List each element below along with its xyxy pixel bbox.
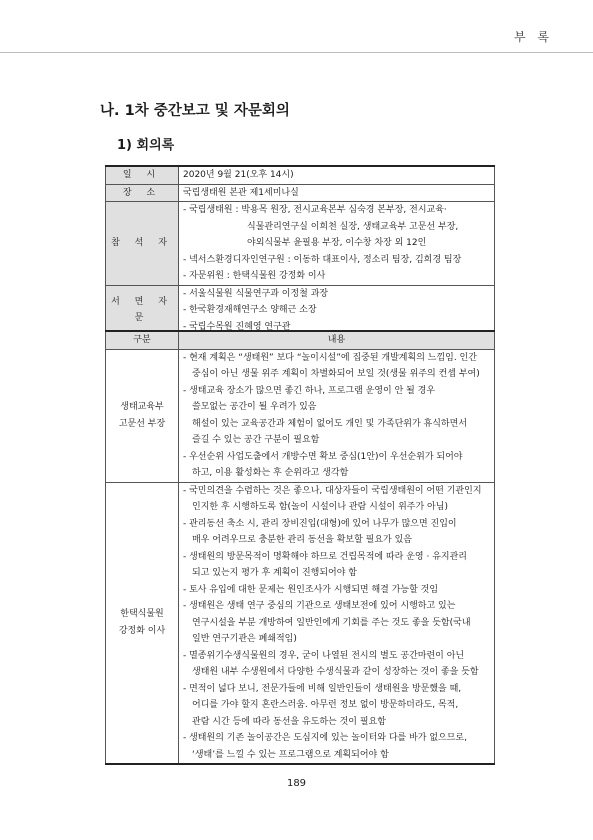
section-title: 나. 1차 중간보고 및 자문회의 [100,103,290,119]
comment-line: 생태원 내부 수생원에서 다양한 수생식물과 같이 성장하는 것이 좋을 듯함 [192,667,479,677]
division-header: 구분 [106,331,179,349]
attendee-line: - 자문위원 : 한택식물원 강정화 이사 [183,271,326,281]
attendees-label: 참 석 자 [106,202,179,286]
advisor-name [106,349,179,482]
comment-line: 하고, 이용 활성화는 후 순위라고 생각함 [192,468,349,478]
running-head: 부 록 [514,30,553,44]
comment-line: 해설이 있는 교육공간과 체험이 없어도 개인 및 가족단위가 휴식하면서 [192,418,468,429]
comment-line: 일반 연구기관은 폐쇄적임) [192,634,297,644]
header-divider [0,52,593,53]
attendee-line: 야외식물부 윤필용 부장, 이수창 차장 외 12인 [247,238,427,248]
comment-line: 쓸모없는 공간이 될 우려가 있음 [192,402,317,412]
comment-line: 연구시설을 부분 개방하여 일반인에게 기회를 주는 것도 좋을 듯함(국내 [192,617,471,628]
date-label: 일 시 [106,166,179,184]
comment-line: - 생태원의 기존 놀이공간은 도심지에 있는 놀이터와 다를 바가 없으므로, [183,733,467,743]
table-row [106,349,495,482]
comment-line: - 국민의견을 수렴하는 것은 좋으나, 대상자들이 국립생태원이 어떤 기관인지 [183,485,482,496]
comment-line: 어디를 가야 할지 혼란스러움. 아무런 정보 없이 방문하더라도, 목적, [192,700,459,710]
comment-line: - 우선순위 사업도출에서 개방수면 확보 중심(1안)이 우선순위가 되어야 [183,451,463,462]
comment-line: ‘생태’를 느낄 수 있는 프로그램으로 계획되어야 함 [192,749,389,760]
page-number: 189 [286,778,307,789]
written-consult-label: 서 면 자 문 [106,285,179,336]
comment-line: - 생태원은 생태 연구 중심의 기관으로 생태보전에 있어 시행하고 있는 [183,601,456,611]
attendee-line: 식물관리연구실 이희천 실장, 생태교육부 고문선 부장, [247,221,459,232]
attendees-row [106,202,495,286]
comment-line: 즐길 수 있는 공간 구분이 필요함 [192,435,320,445]
comment-line: - 면적이 넓다 보니, 전문가들에 비해 일반인들이 생태원을 방문했을 때, [183,683,462,694]
written-consult-line: - 서울식물원 식물연구과 이정철 과장 [183,288,329,299]
comment-line: - 토사 유입에 대한 문제는 원인조사가 시행되면 해결 가능할 것임 [183,584,439,595]
comment-line: - 관리동선 축소 시, 관리 장비진입(대형)에 있어 나무가 많으면 진입이 [183,518,457,529]
comment-line: - 생태원의 방문목적이 명확해야 하므로 건립목적에 따라 운영 · 유지관리 [183,551,467,562]
advisor-title: 강정화 이사 [118,625,166,636]
advisory-opinion-table [105,330,495,765]
sub-title: 1) 회의록 [117,138,175,153]
comment-line: 인지한 후 시행하도록 함(놀이 시설이나 관람 시설이 위주가 아님) [192,502,448,512]
comment-line: - 생태교육 장소가 많으면 좋긴 하나, 프로그램 운영이 안 될 경우 [183,385,436,396]
comment-line: 중심이 아닌 생물 위주 계획이 차별화되어 보일 것(생물 위주의 컨셉 부여) [192,369,480,379]
comment-line: 관람 시간 등에 따라 동선을 유도하는 것이 필요함 [192,716,386,727]
written-consult-row [106,285,495,336]
comment-line: - 현재 계획은 “생태원” 보다 “놀이시설”에 집중된 개발계획의 느낌임. 인간 [183,352,477,363]
written-consult-value [179,285,495,336]
content-header: 내용 [179,331,495,349]
place-label: 장 소 [106,184,179,202]
advisor-org: 한택식물원 [120,609,164,620]
written-consult-line: - 국립수목원 진혜영 연구관 [183,321,291,332]
meeting-info-table [105,165,495,337]
date-value: 2020년 9월 21(오후 14시) [179,166,495,184]
table-row [106,482,495,764]
advisor-comments [179,349,495,482]
place-value: 국립생태원 본관 제1세미나실 [179,184,495,202]
advisor-org: 생태교육부 [120,402,164,412]
attendee-line: - 넥서스환경디자인연구원 : 이동하 대표이사, 정소리 팀장, 김희경 팀장 [183,254,462,265]
advisor-name [106,482,179,764]
date-row [106,166,495,184]
attendee-line: - 국립생태원 : 박용목 원장, 전시교육본부 심숙경 본부장, 전시교육· [183,205,447,215]
comment-line: 되고 있는지 평가 후 계획이 진행되어야 함 [192,568,357,578]
advisor-title: 고문선 부장 [118,418,166,429]
attendees-value [179,202,495,286]
advisor-comments [179,482,495,764]
written-consult-line: - 한국환경재해연구소 양해근 소장 [183,305,317,315]
place-row [106,184,495,202]
comment-line: - 멸종위기수생식물원의 경우, 굳이 나열된 전시의 별도 공간마련이 아닌 [183,650,465,661]
table-header-row [106,331,495,349]
comment-line: 매우 어려우므로 충분한 관리 동선을 확보할 필요가 있음 [192,535,412,545]
